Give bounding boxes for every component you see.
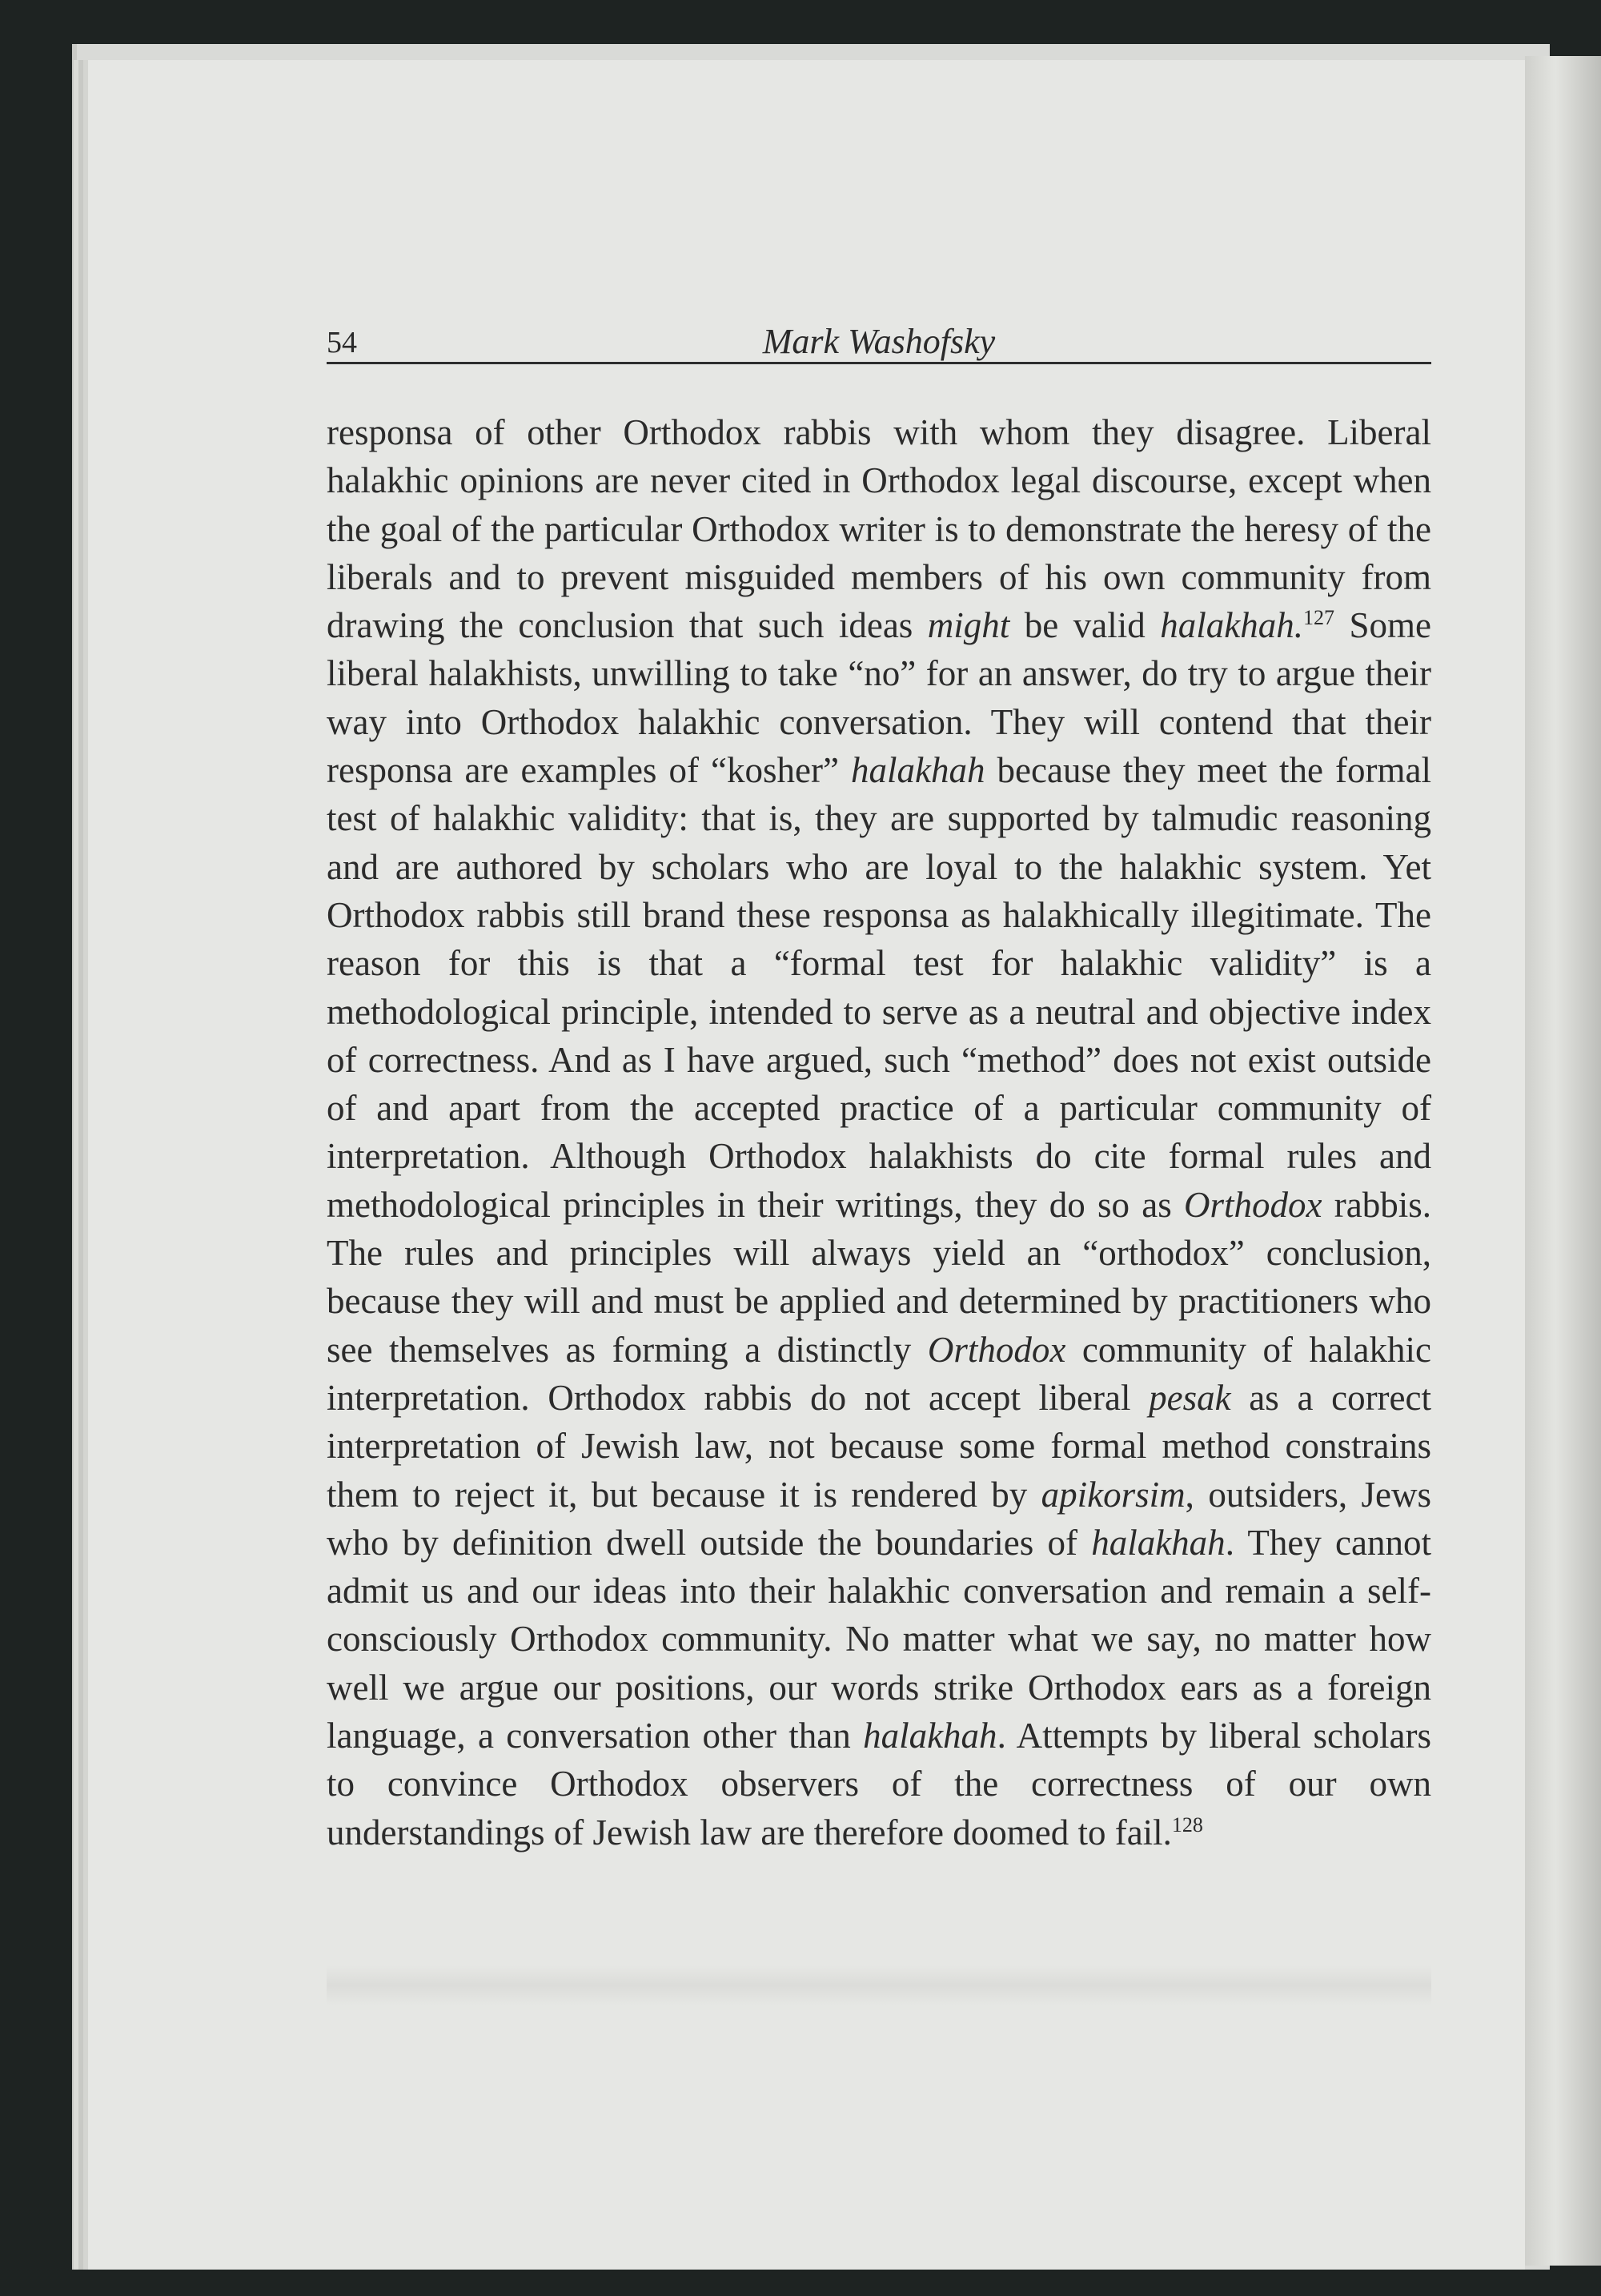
italic-term: halakhah — [850, 750, 985, 791]
italic-term: halakhah — [1091, 1522, 1226, 1563]
text-run: . They cannot admit us and our ideas into their halakhic conversation and remain a self-consciously Orthodox community. No matter what we say, no matter how well we argue our positions, our words strike Orthodox ears as a foreign language, a conversation other than — [327, 1522, 1431, 1756]
italic-term: Orthodox — [927, 1329, 1066, 1370]
text-run: community of halakhic interpretation. Orthodox rabbis do not accept liberal — [327, 1329, 1431, 1418]
italic-term: pesak — [1149, 1377, 1231, 1418]
running-head — [327, 320, 1431, 364]
text-run: be valid — [1009, 605, 1161, 646]
text-run: Some liberal halakhists, unwilling to take “no” for an answer, do try to argue their way into Orthodox halakhic conversation. They will contend that their responsa are examples of “kosher” — [327, 605, 1431, 791]
running-title: Mark Washofsky — [762, 322, 996, 361]
italic-term: Orthodox — [1184, 1184, 1322, 1225]
footnote-marker: 128 — [1171, 1812, 1203, 1836]
body-paragraph — [327, 408, 1431, 1856]
bleed-through-line — [327, 1965, 1431, 2005]
text-run: as a correct interpretation of Jewish law, not because some formal method constrains them to reject it, but because it is rendered by — [327, 1377, 1431, 1515]
italic-term: halakhah — [863, 1716, 997, 1756]
text-run: . Attempts by liberal scholars to convince Orthodox observers of the correctness of our own understandings of Jewish law are therefore doomed to fail. — [327, 1716, 1431, 1852]
text-run: responsa of other Orthodox rabbis with whom they disagree. Liberal halakhic opinions are never cited in Orthodox legal discourse, except when the goal of the particular Orthodox writer is to demonstrate the heresy of the liberals and to prevent misguided members of his own community from drawing the conclusion that such ideas — [327, 412, 1431, 646]
footnote-marker: 127 — [1302, 606, 1334, 630]
text-run: , outsiders, Jews who by definition dwell outside the boundaries of — [327, 1474, 1431, 1563]
text-run: rabbis. The rules and principles will always yield an “orthodox” conclusion, because they will and must be applied and determined by practitioners who see themselves as forming a distinctly — [327, 1184, 1431, 1370]
italic-term: halakhah. — [1160, 605, 1303, 646]
text-run: because they meet the formal test of halakhic validity: that is, they are supported by talmudic reasoning and are authored by scholars who are loyal to the halakhic system. Yet Orthodox rabbis still brand these responsa as halakhically illegitimate. The reason for this is that a “formal test for halakhic validity” is a methodological principle, intended to serve as a neutral and objective index of correctness. And as I have argued, such “method” does not exist outside of and apart from the accepted practice of a particular community of interpretation. Although Orthodox halakhists do cite formal rules and methodological principles in their writings, they do so as — [327, 750, 1431, 1225]
italic-term: might — [927, 605, 1010, 646]
page-number: 54 — [327, 326, 357, 359]
italic-term: apikorsim — [1041, 1474, 1186, 1515]
page-edge-right — [1525, 56, 1601, 2266]
